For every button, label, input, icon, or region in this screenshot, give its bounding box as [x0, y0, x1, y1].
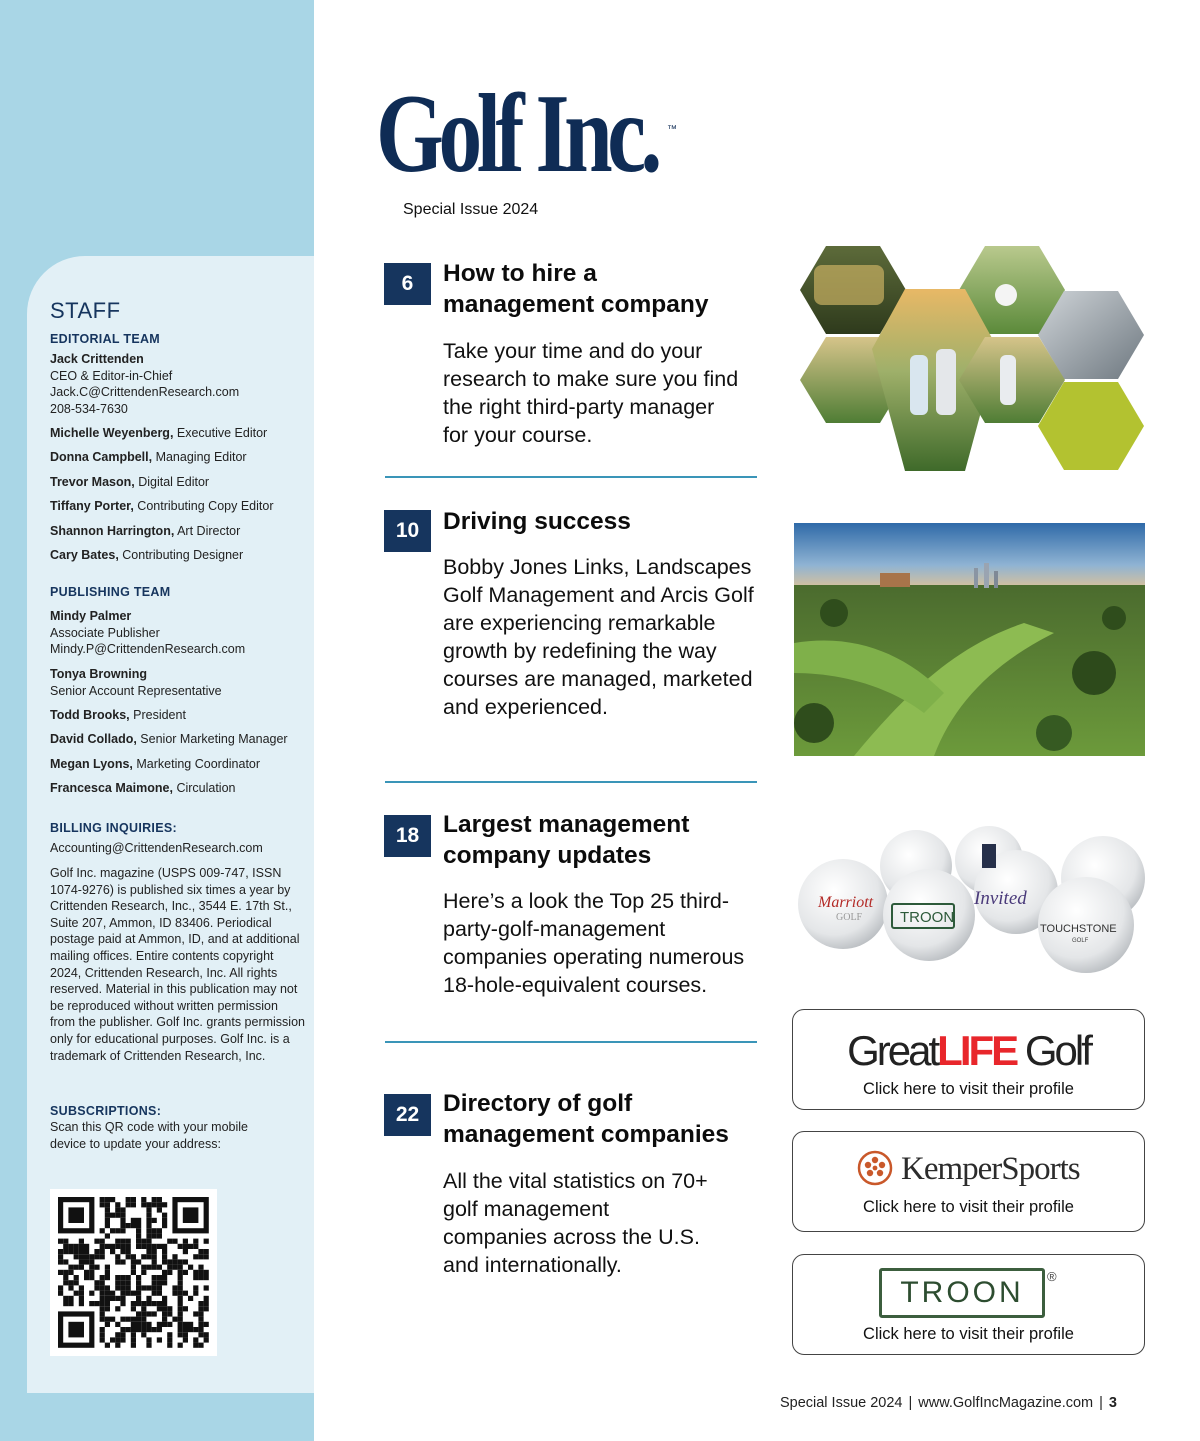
footer-issue: Special Issue 2024: [779, 1395, 903, 1411]
staff-entry-tonya: [50, 666, 305, 699]
divider: [385, 781, 757, 783]
staff-name: Tonya Browning: [50, 667, 147, 681]
staff-role: CEO & Editor-in-Chief: [50, 368, 173, 383]
staff-entry: Trevor Mason, Digital Editor: [50, 475, 210, 489]
staff-email[interactable]: Mindy.P@CrittendenResearch.com: [50, 642, 246, 657]
ball-logo-touchstone: TOUCHSTONE: [1040, 923, 1117, 935]
legal-notice: Golf Inc. magazine (USPS 009-747, ISSN 1074-9276) is published six times a year by Crittenden Research, Inc., 3544 E. 17th St., Suite 207, Ammon, ID 83406. Periodical postage paid at Ammon, ID, and at additional mailing offices. Entire contents copyright 2024, Crittenden Research, Inc. All rights reserved. Material in this publication may not be reproduced without written permission from the publisher. Golf Inc. grants permission only for educational purposes. Golf Inc. is a trademark of Crittenden Research, Inc.: [50, 866, 305, 1063]
qr-code-icon: [50, 1189, 217, 1356]
staff-entry: Tiffany Porter, Contributing Copy Editor: [50, 499, 274, 513]
greatlife-golf-card[interactable]: [792, 1009, 1145, 1110]
staff-entry: Cary Bates, Contributing Designer: [50, 548, 244, 562]
troon-logo: TROON: [879, 1268, 1045, 1318]
toc-description: Take your time and do your research to make sure you find the right third-party manager for your course.: [443, 339, 739, 447]
staff-entry: David Collado, Senior Marketing Manager: [50, 732, 288, 746]
editorial-team-heading: EDITORIAL TEAM: [50, 332, 160, 346]
golf-inc-logo: Golf Inc.: [376, 72, 657, 196]
trademark-symbol: ™: [667, 124, 677, 135]
staff-email[interactable]: Jack.C@CrittendenResearch.com: [50, 385, 240, 400]
ball-logo-troon: TROON: [900, 909, 955, 926]
qr-code[interactable]: [50, 1189, 217, 1356]
billing-heading: BILLING INQUIRIES:: [50, 821, 177, 835]
kempersports-logo-icon: [857, 1150, 893, 1186]
issue-label: Special Issue 2024: [403, 201, 539, 218]
toc-title[interactable]: Driving success: [443, 508, 631, 535]
staff-role: Senior Account Representative: [50, 683, 222, 698]
staff-entry: Megan Lyons, Marketing Coordinator: [50, 757, 261, 771]
ball-logo-golf: GOLF: [836, 912, 863, 923]
divider: [385, 476, 757, 478]
golf-photo-hexagons: [800, 245, 1145, 472]
footer-website[interactable]: www.GolfIncMagazine.com: [918, 1395, 1094, 1411]
golf-balls-image: [796, 826, 1156, 978]
aerial-golf-course-photo: [794, 523, 1145, 756]
staff-phone: 208-534-7630: [50, 401, 128, 416]
toc-description: All the vital statistics on 70+ golf management companies across the U.S. and internationally.: [443, 1169, 708, 1277]
kempersports-logo: KemperSports: [901, 1151, 1080, 1187]
staff-entry: Todd Brooks, President: [50, 708, 186, 722]
staff-entry: Shannon Harrington, Art Director: [50, 524, 241, 538]
page-number: 3: [1108, 1395, 1117, 1411]
greatlife-golf-logo: GreatLIFE Golf: [847, 1027, 1090, 1074]
toc-title[interactable]: Largest management company updates: [443, 811, 690, 869]
staff-entry: Francesca Maimone, Circulation: [50, 781, 236, 795]
profile-link[interactable]: Click here to visit their profile: [863, 1080, 1074, 1098]
toc-page-number[interactable]: 18: [384, 815, 431, 857]
staff-role: Associate Publisher: [50, 625, 160, 640]
toc-page-number[interactable]: 10: [384, 510, 431, 552]
toc-title[interactable]: How to hire a management company: [443, 260, 709, 318]
publishing-team-heading: PUBLISHING TEAM: [50, 585, 171, 599]
billing-email[interactable]: Accounting@CrittendenResearch.com: [50, 841, 263, 855]
toc-page-number[interactable]: 22: [384, 1094, 431, 1136]
page-footer: Special Issue 2024 | www.GolfIncMagazine.com | 3: [779, 1395, 1117, 1411]
ball-logo-marriott: Marriott: [818, 894, 874, 911]
profile-link[interactable]: Click here to visit their profile: [863, 1325, 1074, 1343]
subscriptions-text: Scan this QR code with your mobile device to update your address:: [50, 1120, 249, 1151]
ball-logo-invited: Invited: [974, 888, 1027, 909]
registered-mark: ®: [1047, 1269, 1057, 1284]
ball-logo-touchstone-golf: GOLF: [1072, 938, 1089, 944]
toc-description: Bobby Jones Links, Landscapes Golf Management and Arcis Golf are experiencing remarkable growth by redefining the way courses are managed, marketed and experienced.: [443, 555, 754, 719]
staff-entry-jack: [50, 351, 305, 417]
staff-entry-mindy: [50, 608, 305, 658]
troon-card[interactable]: [792, 1254, 1145, 1355]
staff-title: STAFF: [50, 298, 121, 323]
toc-description: Here’s a look the Top 25 third-party-golf-management companies operating numerous 18-hole-equivalent courses.: [443, 889, 745, 997]
staff-entry: Michelle Weyenberg, Executive Editor: [50, 426, 268, 440]
staff-entry: Donna Campbell, Managing Editor: [50, 450, 247, 464]
profile-link[interactable]: Click here to visit their profile: [863, 1198, 1074, 1216]
staff-name: Mindy Palmer: [50, 609, 132, 623]
divider: [385, 1041, 757, 1043]
kempersports-card[interactable]: [792, 1131, 1145, 1232]
staff-name: Jack Crittenden: [50, 352, 144, 366]
toc-page-number[interactable]: 6: [384, 263, 431, 305]
toc-title[interactable]: Directory of golf management companies: [443, 1090, 729, 1148]
subscriptions-heading: SUBSCRIPTIONS:: [50, 1104, 162, 1118]
